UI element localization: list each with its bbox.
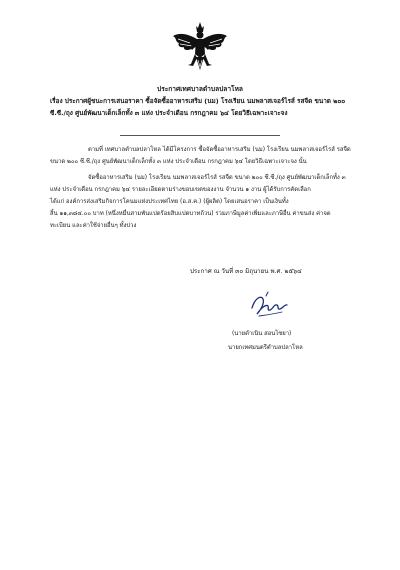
body-line-4: แห่ง ประจำเดือน กรกฎาคม ๖๔ รายละเอียดตามร่างขอบเขตของงาน จำนวน ๑ งาน ผู้ได้รับการคัดเลือก xyxy=(50,187,311,193)
signer-name: (นายดำเนิน สอนไชยา) xyxy=(232,331,292,337)
body-line-7: ทะเบียน และค่าใช้จ่ายอื่นๆ ทั้งปวง xyxy=(50,223,137,229)
announcement-date: ประกาศ ณ วันที่ ๓๐ มิถุนายน พ.ศ. ๒๕๖๔ xyxy=(190,268,302,275)
body-line-3: จัดซื้ออาหารเสริม (นม) โรงเรียน นมพลาสเจอร์ไรส์ รสจืด ขนาด ๒๐๐ ซี.ซี./ถุง ศูนย์พัฒนาเด็กเล็กทั้ง ๓ xyxy=(88,175,346,181)
garuda-emblem-icon xyxy=(170,20,230,76)
subject-line-2: ซี.ซี./ถุง ศูนย์พัฒนาเด็กเล็กทั้ง ๓ แห่ง ประจำเดือน กรกฎาคม ๖๔ โดยวิธีเฉพาะเจาะจง xyxy=(50,109,288,117)
handwritten-signature-icon xyxy=(246,290,292,320)
subject-divider-text xyxy=(50,121,51,129)
body-line-1: ตามที่ เทศบาลตำบลปลาโหล ได้มีโครงการ ซื้อจัดซื้ออาหารเสริม (นม) โรงเรียน นมพลาสเจอร์ไรส์ รสจืด xyxy=(88,147,351,153)
signer-title: นายกเทศมนตรีตำบลปลาโหล xyxy=(228,345,303,351)
divider-line xyxy=(120,135,280,136)
document-title: ประกาศเทศบาลตำบลปลาโหล xyxy=(157,85,243,93)
body-line-6: สิ้น ๑๑,๓๘๔.๐๐ บาท (หนึ่งหมื่นสามพันแปดร้อยสิบแปดบาทถ้วน) รวมภาษีมูลค่าเพิ่มและภาษีอื่น ค่าขนส่ง ค่าจด xyxy=(50,211,331,217)
body-line-2: ขนาด ๒๐๐ ซี.ซี./ถุง ศูนย์พัฒนาเด็กเล็กทั้ง ๓ แห่ง ประจำเดือน กรกฎาคม ๖๔ โดยวิธีเฉพาะเจาะจง นั้น xyxy=(50,159,307,165)
body-line-5: ได้แก่ องค์การส่งเสริมกิจการโคนมแห่งประเทศไทย (อ.ส.ค.) (ผู้ผลิต) โดยเสนอราคา เป็นเงินทั้ง xyxy=(50,199,289,205)
subject-line-1: เรื่อง ประกาศผู้ชนะการเสนอราคา ซื้อจัดซื้ออาหารเสริม (นม) โรงเรียน นมพลาสเจอร์ไรส์ รสจืด ขนาด ๒๐๐ xyxy=(50,97,346,105)
